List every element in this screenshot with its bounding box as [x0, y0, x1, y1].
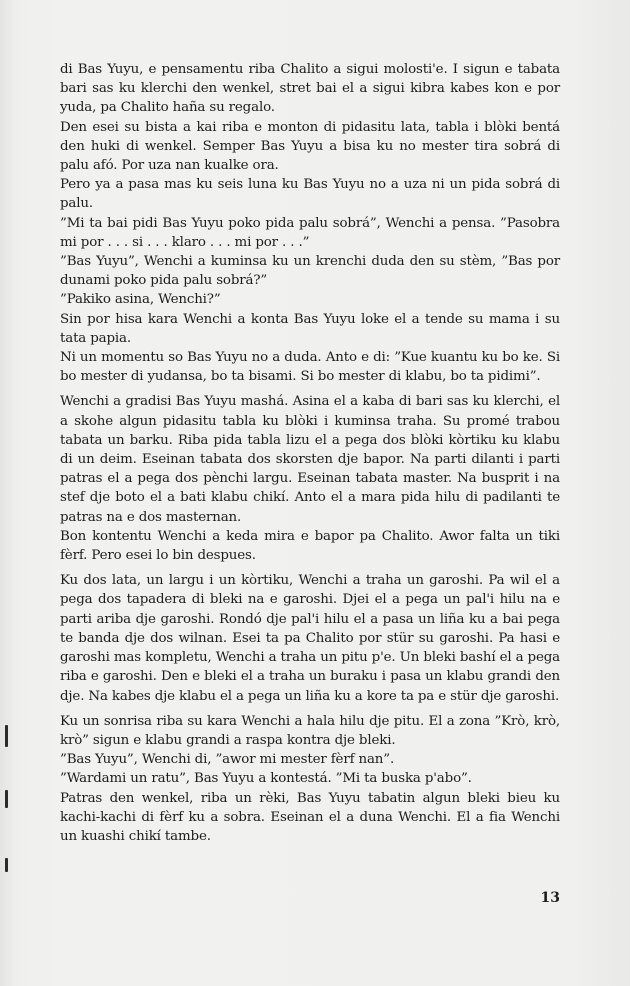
paragraph: Patras den wenkel, riba un rèki, Bas Yuyu tabatin algun bleki bieu ku kachi-kachi di fèrf ku a sobra. Eseinan el a duna Wenchi. El a fia Wenchi un kuashi chikí tambe. [60, 790, 560, 844]
body-text [60, 60, 560, 846]
paragraph: Ku un sonrisa riba su kara Wenchi a hala hilu dje pitu. El a zona ”Krò, krò, krò” sigun e klabu grandi a raspa kontra dje bleki. [60, 713, 560, 748]
paragraph: ”Mi ta bai pidi Bas Yuyu poko pida palu sobrá”, Wenchi a pensa. ”Pasobra mi por . . . si . . . klaro . . . mi por . . .” [60, 215, 560, 250]
binding-edge-mark [5, 790, 8, 808]
paragraph: Ku dos lata, un largu i un kòrtiku, Wenchi a traha un garoshi. Pa wil el a pega dos tapadera di bleki na e garoshi. Djei el a pega un pal'i hilu na e parti ariba dje garoshi. Rondó dje pal'i hilu el a pasa un liña ku a bai pega te banda dje dos wilnan. Esei ta pa Chalito por stür su garoshi. Pa hasi e garoshi mas kompletu, Wenchi a traha un pitu p'e. Un bleki bashí el a pega riba e garoshi. Den e bleki el a traha un buraku i pasa un klabu grandi den dje. Na kabes dje klabu el a pega un liña ku a kore ta pa e stür dje garoshi. [60, 573, 560, 704]
paragraph: Wenchi a gradisi Bas Yuyu mashá. Asina el a kaba di bari sas ku klerchi, el a skohe algun pidasitu tabla ku blòki i kuminsa traha. Su promé trabou tabata un barku. Riba pida tabla lizu el a pega dos blòki kòrtiku ku klabu di un deim. Eseinan tabata dos skorsten dje bapor. Na parti dilanti i parti patras el a pega dos pènchi largu. Eseinan tabata master. Na busprit i na stef dje boto el a bati klabu chikí. Anto el a mara pida hilu di padilanti te patras na e dos masternan. [60, 394, 560, 525]
paragraph: Ni un momentu so Bas Yuyu no a duda. Anto e di: ”Kue kuantu ku bo ke. Si bo mester di yudansa, bo ta bisami. Si bo mester di klabu, bo ta pidimi”. [60, 350, 560, 385]
paragraph: Den esei su bista a kai riba e monton di pidasitu lata, tabla i blòki bentá den huki di wenkel. Semper Bas Yuyu a bisa ku no mester tira sobrá di palu afó. Por uza nan kualke ora. [60, 119, 560, 174]
paragraph: Bon kontentu Wenchi a keda mira e bapor pa Chalito. Awor falta un tiki fèrf. Pero esei lo bin despues. [60, 528, 560, 564]
binding-edge-mark [5, 725, 8, 747]
paragraph: Sin por hisa kara Wenchi a konta Bas Yuyu loke el a tende su mama i su tata papia. [60, 311, 560, 346]
binding-edge-mark [5, 858, 8, 872]
paragraph: Pero ya a pasa mas ku seis luna ku Bas Yuyu no a uza ni un pida sobrá di palu. [60, 177, 560, 212]
paragraph: ”Wardami un ratu”, Bas Yuyu a kontestá. ”Mi ta buska p'abo”. [60, 771, 472, 787]
paragraph: ”Pakiko asina, Wenchi?” [60, 292, 221, 308]
paragraph: di Bas Yuyu, e pensamentu riba Chalito a sigui molosti'e. I sigun e tabata bari sas ku klerchi den wenkel, stret bai el a sigui kibra kabes kon e por yuda, pa Chalito haña su regalo. [60, 62, 560, 116]
page-number: 13 [540, 890, 560, 906]
paragraph: ”Bas Yuyu”, Wenchi di, ”awor mi mester fèrf nan”. [60, 752, 395, 768]
paragraph: ”Bas Yuyu”, Wenchi a kuminsa ku un krenchi duda den su stèm, ”Bas por dunami poko pida palu sobrá?” [60, 254, 560, 289]
